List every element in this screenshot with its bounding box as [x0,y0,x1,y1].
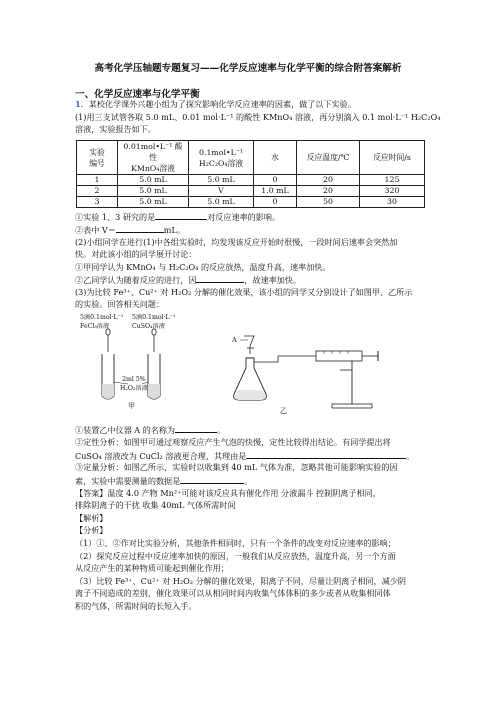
table-cell: 50 [297,197,360,208]
tube-label: 2ml 5% H₂O₂溶液 [120,376,148,392]
table-header-cell: 反应时间/s [360,141,425,175]
table-cell: 30 [360,197,425,208]
doc-title: 高考化学压轴题专题复习——化学反应速率与化学平衡的综合附答案解析 [94,63,402,74]
sub-question-3b-line1: ②定性分析：如图甲可通过观察反应产生气泡的快慢，定性比较得出结论。有同学提出将 [75,437,391,447]
analysis-3-line1: （3）比较 Fe³⁺、Cu²⁺ 对 H₂O₂ 分解的催化效果，阳离子不同，尽量让阴离子相同，减少阴 [75,576,407,586]
analysis-2-line2: 从反应产生的某种物质可能起到催化作用； [75,563,229,573]
sub-question-3c-line2: 素，实验中需要测量的数据是 。 [75,476,253,486]
table-cell: 0 [254,175,297,186]
sub-question-3b-line2: CuSO₄ 溶液改为 CuCl₂ 溶液更合理，其理由是 。 [75,451,415,461]
sub-question-3a: ①装置乙中仪器 A 的名称为 。 [75,425,226,435]
analysis-2-line1: （2）探究反应过程中反应速率加快的原因，一般我们从反应放热，温度升高，另一个方面 [75,551,396,561]
analysis-3-line3: 积的气体，所需时间的长短入手。 [75,601,197,611]
table-cell: 2 [77,186,118,197]
answer-line1: 【答案】温度 4.0 产物 Mn²⁺可能对该反应具有催化作用 分液漏斗 控制阴离子相同， [75,488,381,498]
table-cell: 5.0 mL [118,186,189,197]
question-intro [75,99,356,110]
table-header-cell: 0.01mol•L⁻¹ 酸性 KMnO₄溶液 [118,141,189,175]
table-cell: 5.0 mL [118,197,189,208]
table-cell: 5.0 mL [189,175,254,186]
table-header-cell: 水 [254,141,297,175]
sub-question-3c-line1: ③定量分析：如图乙所示，实验时以收集到 40 mL 气体为准，忽略其他可能影响实验的因 [75,462,398,472]
table-cell: 1 [77,175,118,186]
question-number: 1． [75,99,89,109]
drop-label-fecl3: 5滴0.1mol·L⁻¹ FeCl₃溶液 [80,314,124,330]
part1-line1: (1)用三支试管各取 5.0 mL、0.01 mol·L⁻¹ 的酸性 KMnO₄ 溶液，再分别滴入 0.1 mol·L⁻¹ H₂C₂O₄ [75,112,441,122]
analysis-3-line2: 离子不同造成的差别，催化效果可以从相同时间内收集气体体积的多少或者从收集相同体 [75,588,391,598]
figure-jia-label: 甲 [128,402,135,410]
table-cell: 320 [360,186,425,197]
part2-line1: (2)小组同学在进行(1)中各组实验时，均发现该反应开始时很慢，一段时间后速率会突然加 [75,237,398,247]
breakdown-heading: 【分析】 [75,525,108,535]
sub-question-1a: ①实验 1、3 研究的是 对反应速率的影响。 [75,212,281,222]
part1-line2: 溶液，实验报告如下。 [75,124,156,134]
experiment-table [76,140,425,208]
table-cell: 125 [360,175,425,186]
sub-question-1b: ②表中 V＝ mL。 [75,225,185,235]
table-cell: 0 [254,197,297,208]
section-heading: 一、化学反应速率与化学平衡 [75,89,200,100]
part3-line2: 的实验。回答相关问题： [75,299,165,309]
table-row [77,197,425,208]
gas-syringe-apparatus [220,318,400,414]
part3-line1: (3)为比较 Fe³⁺、Cu²⁺ 对 H₂O₂ 分解的催化效果，该小组的同学又分别设计了如图甲、乙所示 [75,287,413,297]
table-cell: 5.0 mL [189,197,254,208]
part2-line2: 快。对此该小组的同学展开讨论： [75,249,197,259]
table-header-row [77,141,425,175]
label-A: A [232,336,237,344]
table-cell: 5.0 mL [118,175,189,186]
part2-a: ①甲同学认为 KMnO₄ 与 H₂C₂O₄ 的反应放热，温度升高，速率加快。 [75,262,331,272]
figure-jia [80,312,190,410]
table-cell: 1.0 mL [254,186,297,197]
table-cell: 3 [77,197,118,208]
table-header-cell: 反应温度/℃ [297,141,360,175]
table-cell: 20 [297,186,360,197]
answer-line2: 排除阴离子的干扰 收集 40mL 气体所需时间 [75,500,236,510]
analysis-heading: 【解析】 [75,513,108,523]
table-cell: V [189,186,254,197]
figure-yi-label: 乙 [280,407,287,415]
table-header-cell: 0.1mol•L⁻¹ H₂C₂O₄溶液 [189,141,254,175]
figure-yi [220,318,400,414]
drop-label-cuso4: 5滴0.1mol·L⁻¹ CuSO₄溶液 [132,314,176,330]
question-intro-text: 某校化学课外兴趣小组为了探究影响化学反应速率的因素，做了以下实验。 [88,99,356,109]
table-cell: 20 [297,175,360,186]
table-row [77,186,425,197]
test-tubes-diagram [80,312,190,410]
part2-b: ②乙同学认为随着反应的进行，因 ，故速率加快。 [75,275,302,285]
analysis-1: （1）①、②作对比实验分析，其他条件相同时，只有一个条件的改变对反应速率的影响； [75,538,396,548]
table-row [77,175,425,186]
table-header-cell: 实验 编号 [77,141,118,175]
